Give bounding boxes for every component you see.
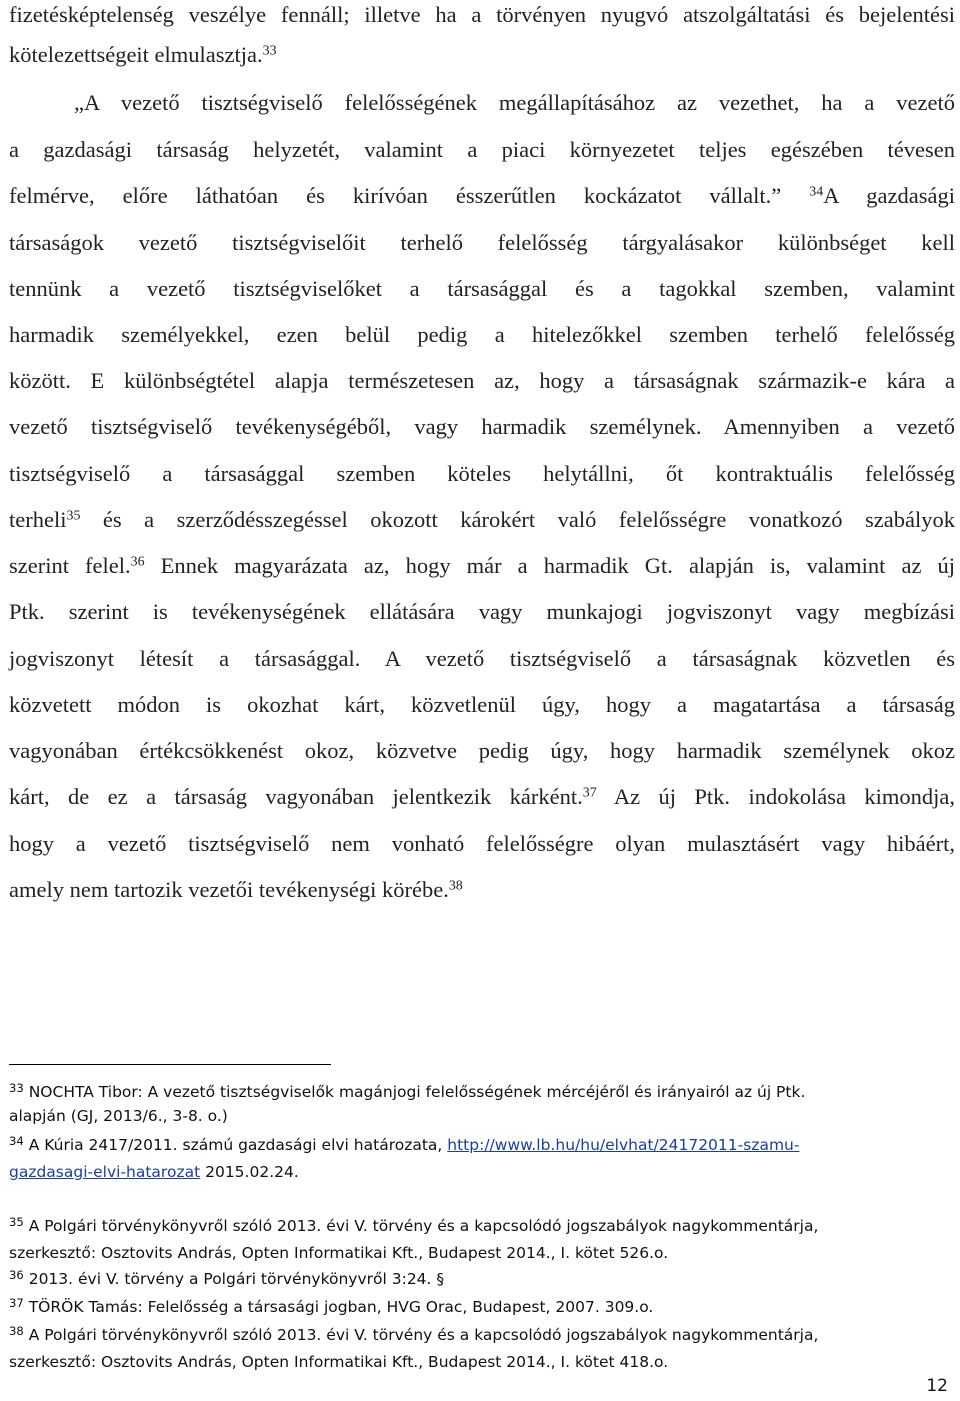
footnote-number: 35	[9, 1214, 24, 1229]
text: vezető tisztségviselő tevékenységéből, vagy harmadik személynek. Amennyiben a vezető	[9, 414, 955, 439]
footnote-number: 34	[9, 1133, 24, 1148]
footnote-35	[9, 1214, 955, 1238]
body-line	[9, 690, 955, 720]
text: közvetett módon is okozhat kárt, közvetlenül úgy, hogy a magatartása a társaság	[9, 692, 955, 717]
text-part: Ennek magyarázata az, hogy már a harmadik Gt. alapján is, valamint az új	[144, 553, 955, 578]
footnote-ref-36[interactable]: 36	[130, 554, 145, 570]
text	[9, 784, 955, 809]
footnote-34	[9, 1133, 955, 1157]
footnote-separator	[9, 1064, 331, 1065]
text: társaságok vezető tisztségviselőit terhelő felelősség tárgyalásakor különbséget kell	[9, 230, 955, 255]
body-line	[9, 181, 955, 211]
text-part: szerint felel.	[9, 553, 131, 578]
body-line	[9, 274, 955, 304]
footnote-ref-35[interactable]: 35	[66, 508, 81, 524]
footnote-number: 33	[9, 1080, 24, 1095]
text: között. E különbségtétel alapja természetesen az, hogy a társaságnak származik-e kára a	[9, 368, 955, 393]
footnote-35-cont	[9, 1241, 955, 1265]
body-line	[9, 875, 955, 905]
text: amely nem tartozik vezetői tevékenységi körébe.	[9, 877, 449, 902]
text: tisztségviselő a társasággal szemben köteles helytállni, őt kontraktuális felelősség	[9, 461, 955, 486]
footnote-ref-34[interactable]: 34	[809, 184, 824, 200]
footnote-text: alapján (GJ, 2013/6., 3-8. o.)	[9, 1107, 228, 1125]
text	[9, 183, 955, 208]
body-line	[9, 736, 955, 766]
body-line	[9, 366, 955, 396]
footnote-text: A Kúria 2417/2011. számú gazdasági elvi határozata,	[23, 1136, 448, 1154]
footnote-text: szerkesztő: Osztovits András, Opten Informatikai Kft., Budapest 2014., I. kötet 418.o.	[9, 1353, 669, 1371]
footnote-ref-33[interactable]: 33	[262, 43, 277, 59]
body-line	[9, 644, 955, 674]
text: vagyonában értékcsökkenést okoz, közvetve pedig úgy, hogy harmadik személynek okoz	[9, 738, 955, 763]
body-line	[9, 0, 955, 30]
footnote-link[interactable]: gazdasagi-elvi-hatarozat	[9, 1163, 201, 1181]
footnote-34-cont	[9, 1160, 955, 1184]
footnote-text: 2015.02.24.	[200, 1163, 299, 1181]
body-line	[9, 459, 955, 489]
footnote-33-cont	[9, 1104, 955, 1128]
body-line	[9, 597, 955, 627]
text-part: felmérve, előre láthatóan és kirívóan ésszerűtlen kockázatot vállalt.”	[9, 183, 782, 208]
footnote-number: 36	[9, 1267, 24, 1282]
text: „A vezető tisztségviselő felelősségének megállapításához az vezethet, ha a vezető	[74, 90, 955, 115]
text-part: A gazdasági	[823, 183, 955, 208]
footnote-text: A Polgári törvénykönyvről szóló 2013. évi V. törvény és a kapcsolódó jogszabályok nagykommentárja,	[23, 1217, 819, 1235]
footnote-ref-37[interactable]: 37	[582, 785, 597, 801]
footnote-text: szerkesztő: Osztovits András, Opten Informatikai Kft., Budapest 2014., I. kötet 526.o.	[9, 1244, 669, 1262]
text: hogy a vezető tisztségviselő nem vonható felelősségre olyan mulasztásért vagy hibáért,	[9, 831, 955, 856]
footnote-37	[9, 1295, 955, 1319]
footnote-text: 2013. évi V. törvény a Polgári törvénykönyvről 3:24. §	[23, 1270, 445, 1288]
text-part: kárt, de ez a társaság vagyonában jelentkezik kárként.	[9, 784, 583, 809]
body-line	[9, 505, 955, 535]
footnote-38	[9, 1323, 955, 1347]
text-part: és a szerződésszegéssel okozott károkért való felelősségre vonatkozó szabályok	[80, 507, 955, 532]
text-part: Az új Ptk. indokolása kimondja,	[596, 784, 955, 809]
body-line	[9, 829, 955, 859]
footnote-33	[9, 1080, 955, 1104]
page-number: 12	[926, 1376, 948, 1396]
text	[9, 507, 955, 532]
text: fizetésképtelenség veszélye fennáll; illetve ha a törvényen nyugvó atszolgáltatási és bejelentési	[9, 2, 955, 27]
text: Ptk. szerint is tevékenységének ellátására vagy munkajogi jogviszonyt vagy megbízási	[9, 599, 955, 624]
body-line	[9, 412, 955, 442]
text-part: terheli	[9, 507, 67, 532]
footnote-ref-38[interactable]: 38	[448, 878, 463, 894]
text: harmadik személyekkel, ezen belül pedig a hitelezőkkel szemben terhelő felelősség	[9, 322, 955, 347]
body-line	[9, 228, 955, 258]
body-line	[9, 782, 955, 812]
body-line	[74, 88, 955, 118]
body-line	[9, 135, 955, 165]
footnote-text: NOCHTA Tibor: A vezető tisztségviselők magánjogi felelősségének mércéjéről és irányairól az új Ptk.	[23, 1083, 806, 1101]
footnote-text: TÖRÖK Tamás: Felelősség a társasági jogban, HVG Orac, Budapest, 2007. 309.o.	[23, 1298, 654, 1316]
body-line	[9, 551, 955, 581]
footnote-text: A Polgári törvénykönyvről szóló 2013. évi V. törvény és a kapcsolódó jogszabályok nagykommentárja,	[23, 1326, 819, 1344]
text: a gazdasági társaság helyzetét, valamint a piaci környezetet teljes egészében tévesen	[9, 137, 955, 162]
text: tennünk a vezető tisztségviselőket a társasággal és a tagokkal szemben, valamint	[9, 276, 955, 301]
body-line	[9, 320, 955, 350]
text: jogviszonyt létesít a társasággal. A vezető tisztségviselő a társaságnak közvetlen és	[9, 646, 955, 671]
footnote-36	[9, 1267, 955, 1291]
footnote-link[interactable]: http://www.lb.hu/hu/elvhat/24172011-szamu-	[447, 1136, 800, 1154]
footnote-38-cont	[9, 1350, 955, 1374]
text	[9, 553, 955, 578]
text: kötelezettségeit elmulasztja.	[9, 42, 263, 67]
body-line	[9, 40, 955, 70]
footnote-number: 37	[9, 1295, 24, 1310]
footnote-number: 38	[9, 1323, 24, 1338]
